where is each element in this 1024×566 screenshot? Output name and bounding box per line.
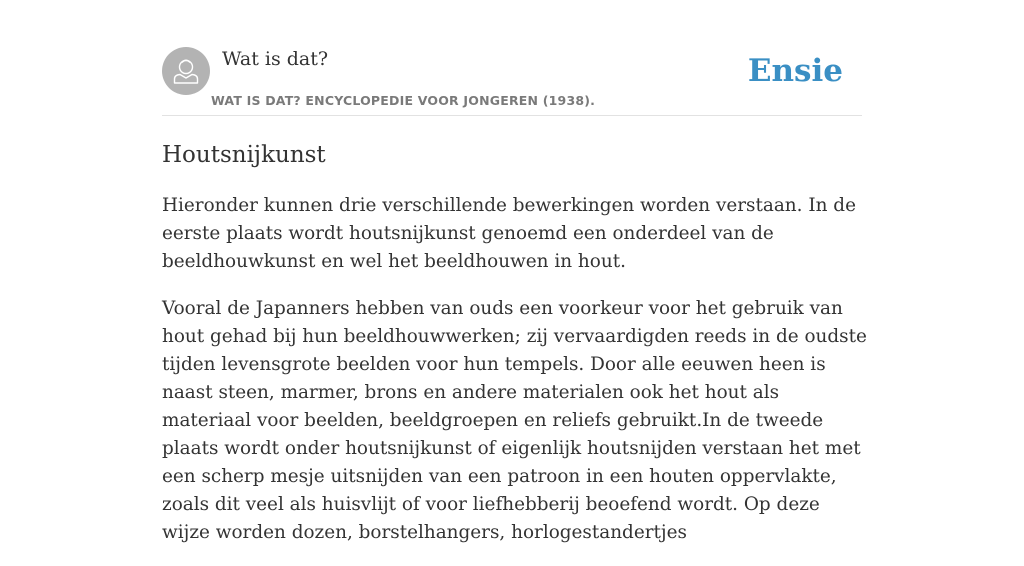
user-icon <box>162 47 210 95</box>
avatar[interactable] <box>162 47 210 95</box>
source-subtitle[interactable]: WAT IS DAT? ENCYCLOPEDIE VOOR JONGEREN (1938). <box>211 93 596 108</box>
article-body <box>162 192 867 566</box>
source-header <box>162 47 862 116</box>
source-title[interactable]: Wat is dat? <box>222 48 329 70</box>
article-title: Houtsnijkunst <box>162 142 326 168</box>
ensie-logo[interactable]: Ensie <box>747 53 843 89</box>
article-paragraph: Vooral de Japanners hebben van ouds een voorkeur voor het gebruik van hout gehad bij hun beeldhouwwerken; zij vervaardigden reeds in de oudste tijden levensgrote beelden voor hun tempels. Door alle eeuwen heen is naast steen, marmer, brons en andere materialen ook het hout als materiaal voor beelden, beeldgroepen en reliefs gebruikt.In de tweede plaats wordt onder houtsnijkunst of eigenlijk houtsnijden verstaan het met een scherp mesje uitsnijden van een patroon in een houten oppervlakte, zoals dit veel als huisvlijt of voor liefhebberij beoefend wordt. Op deze wijze worden dozen, borstelhangers, horlogestandertjes <box>162 298 867 543</box>
article-paragraph: Hieronder kunnen drie verschillende bewerkingen worden verstaan. In de eerste plaats wordt houtsnijkunst genoemd een onderdeel van de beeldhouwkunst en wel het beeldhouwen in hout. <box>162 195 856 272</box>
